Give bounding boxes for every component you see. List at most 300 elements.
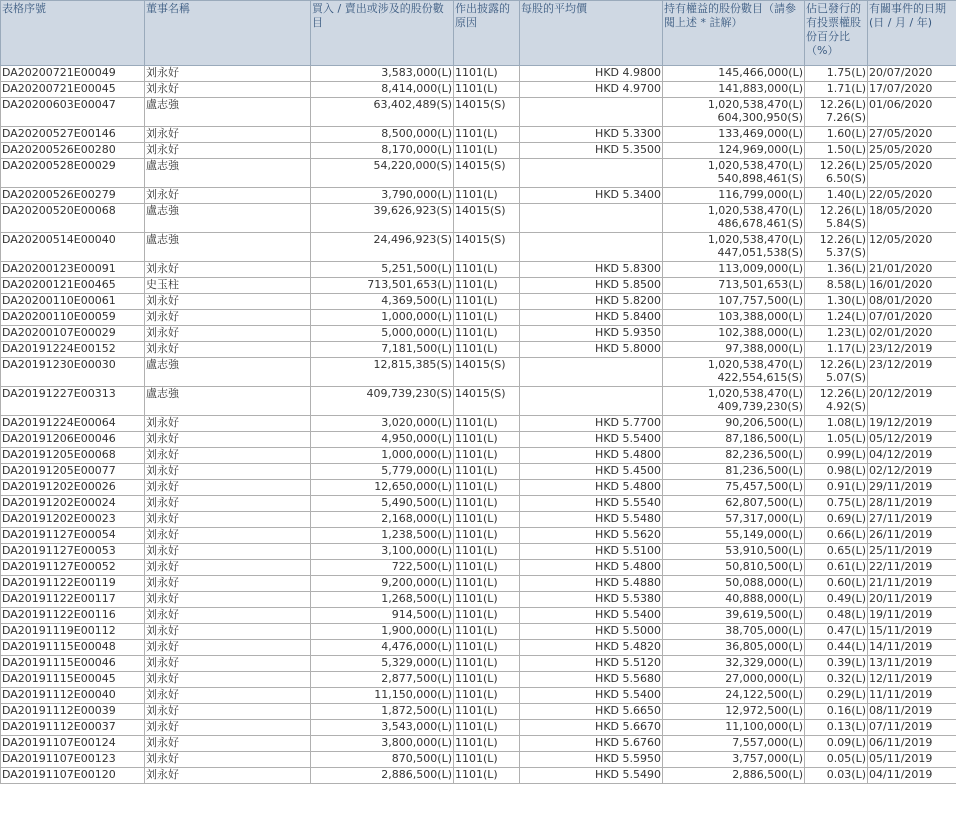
- shares-held-cell-line: 1,020,538,470(L): [707, 358, 803, 371]
- director-name-link[interactable]: 盧志強: [145, 233, 311, 262]
- shares-involved-cell: 9,200,000(L): [311, 576, 454, 592]
- shares-held-cell-line: 90,206,500(L): [725, 416, 803, 429]
- director-name-link[interactable]: 刘永好: [145, 720, 311, 736]
- director-name-link[interactable]: 刘永好: [145, 576, 311, 592]
- avg-price-cell: [520, 204, 663, 233]
- director-name-link[interactable]: 刘永好: [145, 752, 311, 768]
- shares-held-cell-line: 82,236,500(L): [725, 448, 803, 461]
- director-name-link[interactable]: 刘永好: [145, 262, 311, 278]
- percentage-cell-line: 0.65(L): [826, 544, 866, 557]
- avg-price-cell: [520, 159, 663, 188]
- form-serial-link[interactable]: DA20200110E00061: [1, 294, 145, 310]
- shares-held-cell-line: 102,388,000(L): [718, 326, 803, 339]
- form-serial-link[interactable]: DA20200107E00029: [1, 326, 145, 342]
- director-name-link[interactable]: 刘永好: [145, 768, 311, 784]
- avg-price-cell: HKD 5.5950: [520, 752, 663, 768]
- avg-price-cell: HKD 5.8200: [520, 294, 663, 310]
- shares-held-cell: [663, 736, 805, 752]
- event-date-cell: 22/05/2020: [868, 188, 956, 204]
- shares-held-cell-line: 713,501,653(L): [718, 278, 803, 291]
- table-row: [1, 143, 956, 159]
- form-serial-link[interactable]: DA20191205E00068: [1, 448, 145, 464]
- shares-involved-cell: 3,800,000(L): [311, 736, 454, 752]
- shares-held-cell: [663, 342, 805, 358]
- reason-cell: 14015(S): [454, 387, 520, 416]
- director-name-link[interactable]: 刘永好: [145, 560, 311, 576]
- shares-involved-cell: 24,496,923(S): [311, 233, 454, 262]
- percentage-cell: [805, 204, 868, 233]
- shares-held-cell-line: 145,466,000(L): [718, 66, 803, 79]
- form-serial-link[interactable]: DA20200121E00465: [1, 278, 145, 294]
- director-name-link[interactable]: 刘永好: [145, 310, 311, 326]
- avg-price-cell: HKD 5.8400: [520, 310, 663, 326]
- reason-cell: 1101(L): [454, 188, 520, 204]
- director-name-link[interactable]: 史玉柱: [145, 278, 311, 294]
- shares-held-cell: [663, 496, 805, 512]
- shares-held-cell: [663, 720, 805, 736]
- table-row: [1, 720, 956, 736]
- table-row: [1, 640, 956, 656]
- shares-involved-cell: 870,500(L): [311, 752, 454, 768]
- header-form-serial[interactable]: 表格序號: [1, 1, 145, 66]
- percentage-cell: [805, 262, 868, 278]
- percentage-cell: [805, 688, 868, 704]
- director-name-link[interactable]: 刘永好: [145, 512, 311, 528]
- shares-held-cell-line: 103,388,000(L): [718, 310, 803, 323]
- event-date-cell: 13/11/2019: [868, 656, 956, 672]
- table-row: [1, 358, 956, 387]
- form-serial-link[interactable]: DA20191112E00040: [1, 688, 145, 704]
- event-date-cell: 02/01/2020: [868, 326, 956, 342]
- header-director-name[interactable]: 董事名稱: [145, 1, 311, 66]
- form-serial-link[interactable]: DA20191112E00039: [1, 704, 145, 720]
- shares-involved-cell: 8,500,000(L): [311, 127, 454, 143]
- avg-price-cell: HKD 5.5000: [520, 624, 663, 640]
- shares-involved-cell: 2,877,500(L): [311, 672, 454, 688]
- percentage-cell: [805, 768, 868, 784]
- form-serial-link[interactable]: DA20191205E00077: [1, 464, 145, 480]
- shares-held-cell-line: 604,300,950(S): [717, 111, 803, 124]
- percentage-cell: [805, 640, 868, 656]
- percentage-cell: [805, 342, 868, 358]
- shares-held-cell-line: 409,739,230(S): [717, 400, 803, 413]
- shares-held-cell: [663, 448, 805, 464]
- table-row: [1, 592, 956, 608]
- event-date-cell: 20/11/2019: [868, 592, 956, 608]
- shares-involved-cell: 54,220,000(S): [311, 159, 454, 188]
- form-serial-link[interactable]: DA20200520E00068: [1, 204, 145, 233]
- director-name-link[interactable]: 刘永好: [145, 640, 311, 656]
- reason-cell: 14015(S): [454, 233, 520, 262]
- shares-held-cell-line: 50,810,500(L): [725, 560, 803, 573]
- shares-held-cell: [663, 98, 805, 127]
- shares-held-cell-line: 87,186,500(L): [725, 432, 803, 445]
- form-serial-link[interactable]: DA20191224E00152: [1, 342, 145, 358]
- event-date-cell: 23/12/2019: [868, 342, 956, 358]
- director-name-link[interactable]: 刘永好: [145, 688, 311, 704]
- event-date-cell: 27/05/2020: [868, 127, 956, 143]
- table-row: [1, 310, 956, 326]
- shares-held-cell: [663, 672, 805, 688]
- percentage-cell-line: 12.26(L): [819, 159, 866, 172]
- percentage-cell-line: 0.47(L): [826, 624, 866, 637]
- shares-involved-cell: 4,476,000(L): [311, 640, 454, 656]
- form-serial-link[interactable]: DA20191115E00048: [1, 640, 145, 656]
- shares-involved-cell: 409,739,230(S): [311, 387, 454, 416]
- reason-cell: 1101(L): [454, 464, 520, 480]
- percentage-cell-line: 0.29(L): [826, 688, 866, 701]
- form-serial-link[interactable]: DA20191227E00313: [1, 387, 145, 416]
- director-name-link[interactable]: 刘永好: [145, 294, 311, 310]
- event-date-cell: 08/01/2020: [868, 294, 956, 310]
- table-header-row: [1, 1, 956, 66]
- header-shares-held[interactable]: 持有權益的股份數目（請參閱上述 * 註解）: [663, 1, 805, 66]
- avg-price-cell: HKD 5.6670: [520, 720, 663, 736]
- percentage-cell: [805, 188, 868, 204]
- percentage-cell-line: 1.08(L): [826, 416, 866, 429]
- form-serial-link[interactable]: DA20191107E00124: [1, 736, 145, 752]
- avg-price-cell: HKD 5.9350: [520, 326, 663, 342]
- header-avg-price[interactable]: 每股的平均價: [520, 1, 663, 66]
- shares-held-cell: [663, 326, 805, 342]
- avg-price-cell: HKD 5.3500: [520, 143, 663, 159]
- percentage-cell-line: 12.26(L): [819, 98, 866, 111]
- form-serial-link[interactable]: DA20191206E00046: [1, 432, 145, 448]
- percentage-cell-line: 12.26(L): [819, 204, 866, 217]
- form-serial-link[interactable]: DA20200721E00049: [1, 66, 145, 82]
- event-date-cell: 21/11/2019: [868, 576, 956, 592]
- avg-price-cell: HKD 5.5100: [520, 544, 663, 560]
- reason-cell: 1101(L): [454, 528, 520, 544]
- event-date-cell: 05/12/2019: [868, 432, 956, 448]
- header-event-date[interactable]: 有關事件的日期 (日 / 月 / 年): [868, 1, 956, 66]
- table-row: [1, 233, 956, 262]
- form-serial-link[interactable]: DA20200123E00091: [1, 262, 145, 278]
- director-name-link[interactable]: 刘永好: [145, 496, 311, 512]
- director-name-link[interactable]: 刘永好: [145, 592, 311, 608]
- percentage-cell-line: 0.61(L): [826, 560, 866, 573]
- event-date-cell: 17/07/2020: [868, 82, 956, 98]
- table-row: [1, 416, 956, 432]
- percentage-cell: [805, 387, 868, 416]
- percentage-cell-line: 1.23(L): [826, 326, 866, 339]
- table-row: [1, 432, 956, 448]
- event-date-cell: 07/01/2020: [868, 310, 956, 326]
- reason-cell: 1101(L): [454, 278, 520, 294]
- form-serial-link[interactable]: DA20200526E00279: [1, 188, 145, 204]
- shares-held-cell: [663, 768, 805, 784]
- reason-cell: 1101(L): [454, 704, 520, 720]
- reason-cell: 14015(S): [454, 204, 520, 233]
- reason-cell: 1101(L): [454, 656, 520, 672]
- percentage-cell: [805, 752, 868, 768]
- event-date-cell: 04/12/2019: [868, 448, 956, 464]
- shares-held-cell-line: 62,807,500(L): [725, 496, 803, 509]
- reason-cell: 14015(S): [454, 159, 520, 188]
- shares-held-cell-line: 75,457,500(L): [725, 480, 803, 493]
- form-serial-link[interactable]: DA20191230E00030: [1, 358, 145, 387]
- shares-held-cell-line: 55,149,000(L): [725, 528, 803, 541]
- shares-held-cell-line: 38,705,000(L): [725, 624, 803, 637]
- shares-involved-cell: 63,402,489(S): [311, 98, 454, 127]
- avg-price-cell: HKD 5.3300: [520, 127, 663, 143]
- shares-involved-cell: 5,000,000(L): [311, 326, 454, 342]
- event-date-cell: 25/05/2020: [868, 159, 956, 188]
- shares-held-cell: [663, 464, 805, 480]
- form-serial-link[interactable]: DA20191202E00026: [1, 480, 145, 496]
- table-row: [1, 736, 956, 752]
- reason-cell: 1101(L): [454, 688, 520, 704]
- form-serial-link[interactable]: DA20191122E00116: [1, 608, 145, 624]
- percentage-cell-line: 1.71(L): [826, 82, 866, 95]
- event-date-cell: 19/12/2019: [868, 416, 956, 432]
- shares-involved-cell: 2,168,000(L): [311, 512, 454, 528]
- table-row: [1, 480, 956, 496]
- director-name-link[interactable]: 刘永好: [145, 432, 311, 448]
- form-serial-link[interactable]: DA20191115E00046: [1, 656, 145, 672]
- shares-held-cell-line: 116,799,000(L): [718, 188, 803, 201]
- shares-held-cell: [663, 310, 805, 326]
- shares-involved-cell: 5,779,000(L): [311, 464, 454, 480]
- shares-involved-cell: 3,543,000(L): [311, 720, 454, 736]
- form-serial-link[interactable]: DA20191127E00054: [1, 528, 145, 544]
- shares-held-cell-line: 24,122,500(L): [725, 688, 803, 701]
- shares-held-cell-line: 36,805,000(L): [725, 640, 803, 653]
- avg-price-cell: HKD 5.6760: [520, 736, 663, 752]
- avg-price-cell: [520, 98, 663, 127]
- percentage-cell-line: 0.39(L): [826, 656, 866, 669]
- reason-cell: 1101(L): [454, 608, 520, 624]
- director-name-link[interactable]: 刘永好: [145, 656, 311, 672]
- table-row: [1, 294, 956, 310]
- percentage-cell-line: 1.30(L): [826, 294, 866, 307]
- percentage-cell: [805, 656, 868, 672]
- form-serial-link[interactable]: DA20191107E00120: [1, 768, 145, 784]
- shares-held-cell: [663, 656, 805, 672]
- table-row: [1, 188, 956, 204]
- shares-involved-cell: 1,238,500(L): [311, 528, 454, 544]
- table-row: [1, 544, 956, 560]
- director-name-link[interactable]: 刘永好: [145, 736, 311, 752]
- event-date-cell: 20/07/2020: [868, 66, 956, 82]
- director-name-link[interactable]: 刘永好: [145, 624, 311, 640]
- reason-cell: 1101(L): [454, 66, 520, 82]
- shares-held-cell: [663, 544, 805, 560]
- form-serial-link[interactable]: DA20191202E00024: [1, 496, 145, 512]
- table-row: [1, 768, 956, 784]
- reason-cell: 1101(L): [454, 720, 520, 736]
- event-date-cell: 16/01/2020: [868, 278, 956, 294]
- director-name-link[interactable]: 盧志強: [145, 98, 311, 127]
- avg-price-cell: HKD 5.4800: [520, 560, 663, 576]
- form-serial-link[interactable]: DA20200526E00280: [1, 143, 145, 159]
- shares-held-cell-line: 1,020,538,470(L): [707, 159, 803, 172]
- reason-cell: 1101(L): [454, 512, 520, 528]
- director-name-link[interactable]: 刘永好: [145, 480, 311, 496]
- percentage-cell: [805, 736, 868, 752]
- shares-held-cell: [663, 512, 805, 528]
- percentage-cell-line: 1.75(L): [826, 66, 866, 79]
- director-name-link[interactable]: 刘永好: [145, 464, 311, 480]
- avg-price-cell: [520, 233, 663, 262]
- shares-involved-cell: 1,000,000(L): [311, 448, 454, 464]
- reason-cell: 1101(L): [454, 624, 520, 640]
- form-serial-link[interactable]: DA20191107E00123: [1, 752, 145, 768]
- percentage-cell: [805, 576, 868, 592]
- shares-held-cell: [663, 294, 805, 310]
- director-name-link[interactable]: 盧志強: [145, 159, 311, 188]
- director-name-link[interactable]: 刘永好: [145, 528, 311, 544]
- table-row: [1, 82, 956, 98]
- form-serial-link[interactable]: DA20200721E00045: [1, 82, 145, 98]
- director-name-link[interactable]: 刘永好: [145, 704, 311, 720]
- event-date-cell: 18/05/2020: [868, 204, 956, 233]
- event-date-cell: 25/11/2019: [868, 544, 956, 560]
- shares-involved-cell: 1,900,000(L): [311, 624, 454, 640]
- shares-held-cell-line: 486,678,461(S): [717, 217, 803, 230]
- reason-cell: 1101(L): [454, 544, 520, 560]
- event-date-cell: 14/11/2019: [868, 640, 956, 656]
- shares-involved-cell: 3,790,000(L): [311, 188, 454, 204]
- percentage-cell: [805, 528, 868, 544]
- form-serial-link[interactable]: DA20191127E00052: [1, 560, 145, 576]
- form-serial-link[interactable]: DA20191127E00053: [1, 544, 145, 560]
- percentage-cell: [805, 159, 868, 188]
- shares-held-cell: [663, 576, 805, 592]
- event-date-cell: 22/11/2019: [868, 560, 956, 576]
- percentage-cell: [805, 704, 868, 720]
- percentage-cell-line: 12.26(L): [819, 358, 866, 371]
- director-name-link[interactable]: 刘永好: [145, 342, 311, 358]
- form-serial-link[interactable]: DA20200528E00029: [1, 159, 145, 188]
- shares-held-cell: [663, 82, 805, 98]
- shares-held-cell-line: 124,969,000(L): [718, 143, 803, 156]
- shares-involved-cell: 11,150,000(L): [311, 688, 454, 704]
- shares-involved-cell: 914,500(L): [311, 608, 454, 624]
- percentage-cell-line: 0.60(L): [826, 576, 866, 589]
- shares-held-cell: [663, 528, 805, 544]
- form-serial-link[interactable]: DA20191112E00037: [1, 720, 145, 736]
- header-percentage[interactable]: 佔已發行的有投票權股份百分比（%）: [805, 1, 868, 66]
- shares-held-cell-line: 113,009,000(L): [718, 262, 803, 275]
- form-serial-link[interactable]: DA20191119E00112: [1, 624, 145, 640]
- shares-held-cell-line: 97,388,000(L): [725, 342, 803, 355]
- director-name-link[interactable]: 刘永好: [145, 188, 311, 204]
- table-row: [1, 528, 956, 544]
- shares-involved-cell: 12,815,385(S): [311, 358, 454, 387]
- percentage-cell-line: 0.99(L): [826, 448, 866, 461]
- shares-involved-cell: 8,170,000(L): [311, 143, 454, 159]
- percentage-cell-line: 5.07(S): [825, 371, 866, 384]
- percentage-cell-line: 0.44(L): [826, 640, 866, 653]
- avg-price-cell: HKD 5.5680: [520, 672, 663, 688]
- percentage-cell: [805, 82, 868, 98]
- shares-held-cell: [663, 592, 805, 608]
- form-serial-link[interactable]: DA20191224E00064: [1, 416, 145, 432]
- director-name-link[interactable]: 刘永好: [145, 416, 311, 432]
- form-serial-link[interactable]: DA20191122E00117: [1, 592, 145, 608]
- avg-price-cell: HKD 5.5400: [520, 432, 663, 448]
- table-row: [1, 204, 956, 233]
- avg-price-cell: [520, 387, 663, 416]
- reason-cell: 1101(L): [454, 127, 520, 143]
- shares-held-cell-line: 81,236,500(L): [725, 464, 803, 477]
- header-reason[interactable]: 作出披露的原因: [454, 1, 520, 66]
- director-name-link[interactable]: 刘永好: [145, 326, 311, 342]
- avg-price-cell: HKD 5.5400: [520, 688, 663, 704]
- shares-held-cell-line: 107,757,500(L): [718, 294, 803, 307]
- event-date-cell: 11/11/2019: [868, 688, 956, 704]
- percentage-cell-line: 7.26(S): [825, 111, 866, 124]
- header-shares-involved[interactable]: 買入 / 賣出或涉及的股份數目: [311, 1, 454, 66]
- shares-held-cell-line: 32,329,000(L): [725, 656, 803, 669]
- shares-held-cell: [663, 688, 805, 704]
- director-name-link[interactable]: 刘永好: [145, 82, 311, 98]
- director-name-link[interactable]: 盧志強: [145, 204, 311, 233]
- percentage-cell: [805, 66, 868, 82]
- form-serial-link[interactable]: DA20200603E00047: [1, 98, 145, 127]
- avg-price-cell: HKD 5.8500: [520, 278, 663, 294]
- director-name-link[interactable]: 盧志強: [145, 387, 311, 416]
- event-date-cell: 23/12/2019: [868, 358, 956, 387]
- percentage-cell: [805, 624, 868, 640]
- form-serial-link[interactable]: DA20200110E00059: [1, 310, 145, 326]
- shares-held-cell: [663, 358, 805, 387]
- shares-held-cell: [663, 204, 805, 233]
- director-name-link[interactable]: 刘永好: [145, 608, 311, 624]
- form-serial-link[interactable]: DA20191122E00119: [1, 576, 145, 592]
- director-name-link[interactable]: 刘永好: [145, 143, 311, 159]
- director-name-link[interactable]: 刘永好: [145, 544, 311, 560]
- avg-price-cell: HKD 5.4800: [520, 480, 663, 496]
- shares-held-cell-line: 11,100,000(L): [725, 720, 803, 733]
- table-row: [1, 656, 956, 672]
- percentage-cell: [805, 294, 868, 310]
- director-name-link[interactable]: 刘永好: [145, 127, 311, 143]
- reason-cell: 1101(L): [454, 326, 520, 342]
- shares-held-cell-line: 2,886,500(L): [732, 768, 803, 781]
- reason-cell: 1101(L): [454, 752, 520, 768]
- director-name-link[interactable]: 盧志強: [145, 358, 311, 387]
- percentage-cell-line: 12.26(L): [819, 387, 866, 400]
- table-row: [1, 387, 956, 416]
- form-serial-link[interactable]: DA20200527E00146: [1, 127, 145, 143]
- shares-involved-cell: 5,490,500(L): [311, 496, 454, 512]
- director-name-link[interactable]: 刘永好: [145, 448, 311, 464]
- avg-price-cell: HKD 5.7700: [520, 416, 663, 432]
- form-serial-link[interactable]: DA20191202E00023: [1, 512, 145, 528]
- shares-involved-cell: 713,501,653(L): [311, 278, 454, 294]
- percentage-cell-line: 0.05(L): [826, 752, 866, 765]
- table-row: [1, 672, 956, 688]
- director-name-link[interactable]: 刘永好: [145, 672, 311, 688]
- shares-held-cell-line: 540,898,461(S): [717, 172, 803, 185]
- avg-price-cell: HKD 5.5540: [520, 496, 663, 512]
- percentage-cell: [805, 544, 868, 560]
- percentage-cell-line: 0.09(L): [826, 736, 866, 749]
- director-name-link[interactable]: 刘永好: [145, 66, 311, 82]
- reason-cell: 1101(L): [454, 496, 520, 512]
- percentage-cell-line: 4.92(S): [825, 400, 866, 413]
- percentage-cell-line: 0.75(L): [826, 496, 866, 509]
- percentage-cell: [805, 592, 868, 608]
- event-date-cell: 08/11/2019: [868, 704, 956, 720]
- form-serial-link[interactable]: DA20200514E00040: [1, 233, 145, 262]
- percentage-cell: [805, 608, 868, 624]
- percentage-cell: [805, 496, 868, 512]
- form-serial-link[interactable]: DA20191115E00045: [1, 672, 145, 688]
- percentage-cell-line: 12.26(L): [819, 233, 866, 246]
